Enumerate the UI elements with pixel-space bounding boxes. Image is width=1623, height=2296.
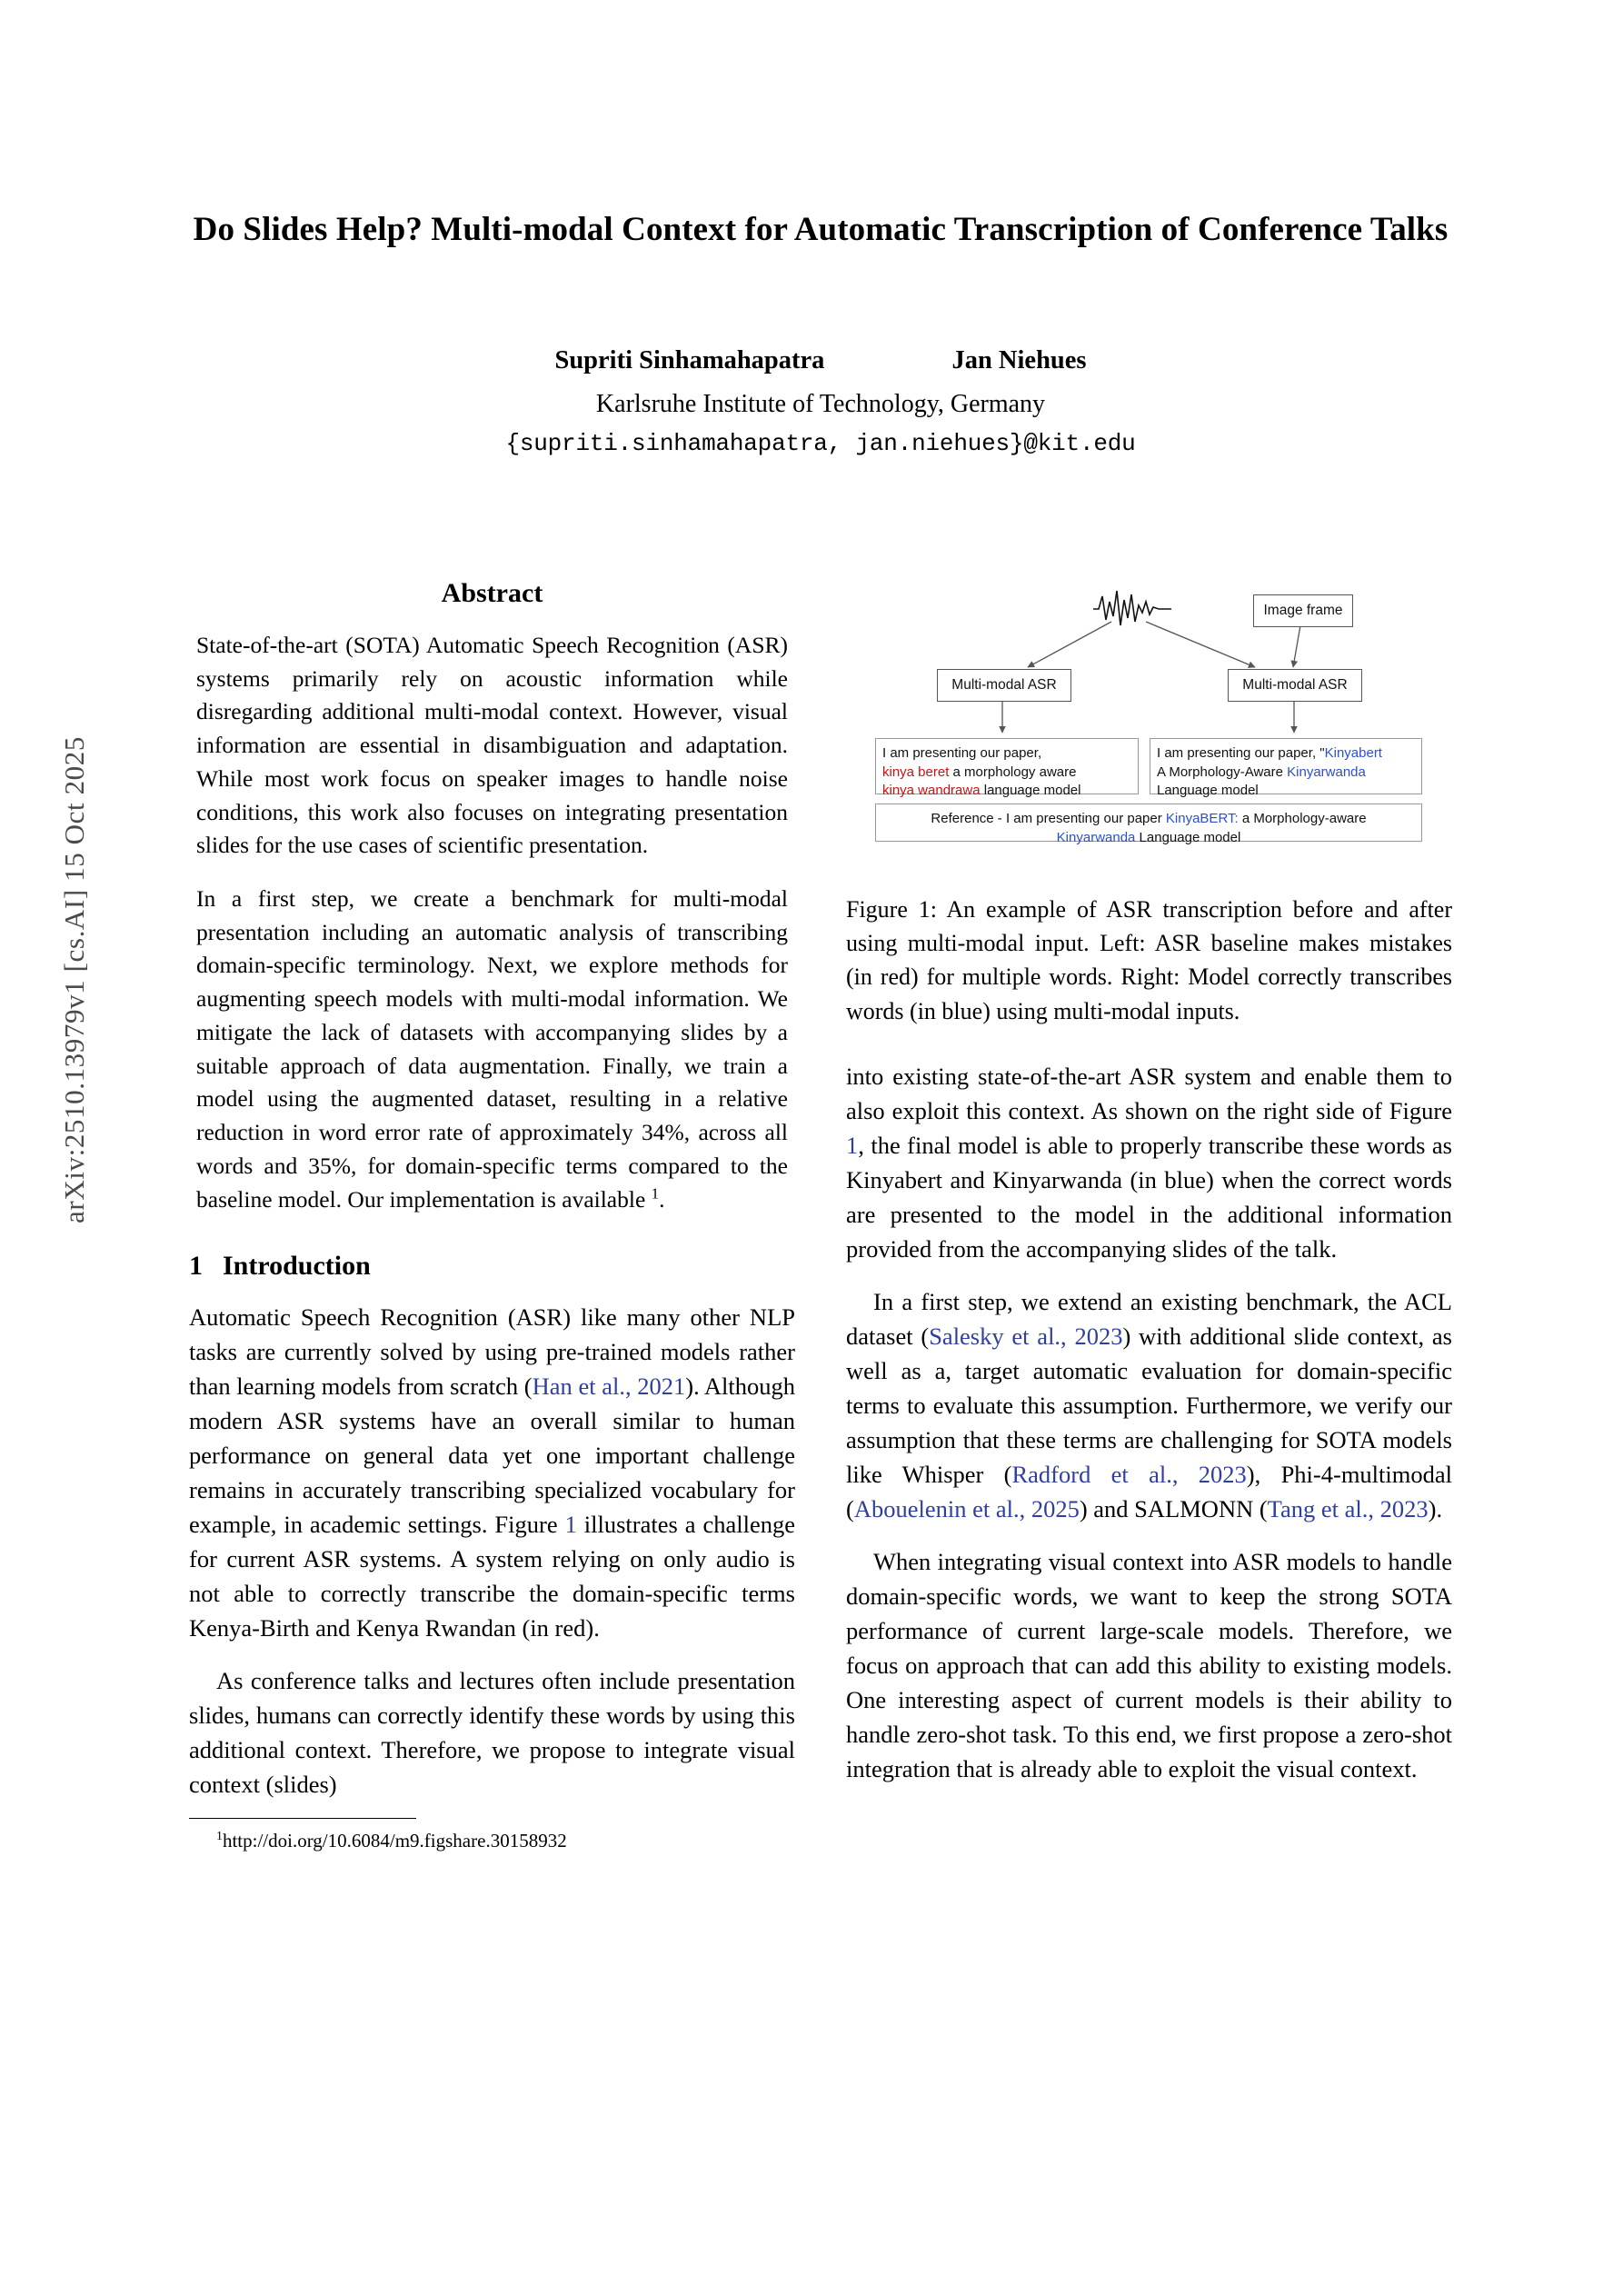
asr-left-error-2: kinya wandrawa (882, 783, 981, 799)
abstract-paragraph-1: State-of-the-art (SOTA) Automatic Speech Recognition (ASR) systems primarily rely on acoustic information while disregarding additional multi-modal context. However, visual information are essential in disambiguation and adaptation. While most work focus on speaker images to handle noise conditions, this work also focuses on integrating presentation slides for the use cases of scientific presentation. (196, 632, 788, 859)
arxiv-stamp: arXiv:2510.13979v1 [cs.AI] 15 Oct 2025 (58, 736, 90, 1223)
footnote-divider (189, 1818, 416, 1819)
abstract-heading: Abstract (441, 578, 543, 608)
footnote-ref[interactable]: 1 (651, 1184, 660, 1202)
left-column (189, 578, 795, 1854)
footnote-1 (189, 1828, 795, 1853)
footnote-url[interactable]: http://doi.org/10.6084/m9.figshare.30158932 (222, 1830, 567, 1852)
section-heading-introduction (189, 1251, 795, 1282)
right-paragraph-3: When integrating visual context into ASR models to handle domain-specific words, we want to keep the strong SOTA performance of current large-scale models. Therefore, we focus on approach that can add this ability to existing models. One interesting aspect of current models is their ability to handle zero-shot task. To this end, we first propose a zero-shot integration that is already able to exploit the visual context. (846, 1547, 1452, 1782)
asr-left-line-2-rest: a morphology aware (949, 764, 1077, 780)
abstract-paragraph-2-text: In a first step, we create a benchmark for multi-modal presentation including an automatic analysis of transcribing domain-specific terminology. Next, we explore methods for augmenting speech models with multi-modal information. We mitigate the lack of datasets with accompanying slides by a suitable approach of data augmentation. Finally, we train a model using the augmented dataset, resulting in a relative reduction in word error rate of approximately 34%, across all words and 35%, for domain-specific terms compared to the baseline model. Our implementation is available (196, 885, 788, 1213)
multimodal-asr-left-node: Multi-modal ASR (937, 669, 1071, 702)
citation-radford-2023[interactable]: Radford et al., 2023 (1011, 1460, 1247, 1488)
intro-p1-part-b: ). Although modern ASR systems have an overall similar to human performance on general data yet one important challenge remains in accurately transcribing specialized vocabulary for example, in academic settings. Figure (189, 1373, 796, 1539)
reference-suffix: Language model (1135, 829, 1241, 845)
citation-han-2021[interactable]: Han et al., 2021 (532, 1373, 686, 1401)
asr-output-left (875, 738, 1139, 799)
page-title: Do Slides Help? Multi-modal Context for Automatic Transcription of Conference Talks (193, 211, 1449, 248)
reference-term-2: Kinyarwanda (1056, 829, 1136, 845)
author-2: Jan Niehues (951, 346, 1087, 375)
section-number: 1 (189, 1251, 203, 1282)
citation-salesky-2023[interactable]: Salesky et al., 2023 (929, 1322, 1123, 1350)
abstract-paragraph-2-end: . (659, 1185, 665, 1213)
asr-right-correct-1: Kinyabert (1324, 745, 1382, 761)
right-p2-part-c: ), Phi-4-multimodal ( (846, 1460, 1453, 1522)
citation-abouelenin-2025[interactable]: Abouelenin et al., 2025 (853, 1494, 1080, 1522)
intro-paragraph-2: As conference talks and lectures often include presentation slides, humans can correctly identify these words by using this additional context. Therefore, we propose to integrate visual context (slides) (189, 1667, 795, 1799)
asr-left-line-3-rest: language model (980, 783, 1081, 799)
author-emails: {supriti.sinhamahapatra, jan.niehues}@kit.edu (505, 430, 1136, 458)
reference-prefix: Reference - I am presenting our paper (931, 811, 1166, 826)
audio-waveform-icon (1091, 589, 1173, 629)
image-frame-node: Image frame (1253, 594, 1353, 627)
intro-paragraph-1 (189, 1300, 795, 1645)
figure-reference-1[interactable]: 1 (564, 1511, 577, 1539)
figure-1-diagram (846, 578, 1452, 878)
right-p2-part-a: In a first step, we extend an existing benchmark, the ACL dataset ( (846, 1287, 1452, 1350)
citation-tang-2023[interactable]: Tang et al., 2023 (1267, 1494, 1429, 1522)
intro-p1-part-c: illustrates a challenge for current ASR systems. A system relying on only audio is not able to correctly transcribe the domain-specific terms Kenya-Birth and Kenya Rwandan (in red). (189, 1511, 795, 1642)
asr-right-line-3: Language model (1157, 783, 1259, 799)
paper-page (189, 0, 1452, 2296)
right-p2-part-e: ). (1428, 1494, 1443, 1522)
right-paragraph-2 (846, 1284, 1452, 1526)
intro-p1-part-a: Automatic Speech Recognition (ASR) like many other NLP tasks are currently solved by using pre-trained models rather than learning models from scratch ( (189, 1303, 795, 1401)
figure-1-caption: Figure 1: An example of ASR transcription before and after using multi-modal input. Left: ASR baseline makes mistakes (in red) for multiple words. Right: Model correctly transcribes words (in blue) using multi-modal inputs. (846, 896, 1452, 1024)
asr-right-correct-2: Kinyarwanda (1287, 764, 1366, 780)
affiliation: Karlsruhe Institute of Technology, Germany (595, 390, 1046, 419)
right-p2-part-b: ) with additional slide context, as well as a, target automatic evaluation for domain-specific terms to evaluate this assumption. Furthermore, we verify our assumption that these terms are challenging for SOTA models like Whisper ( (846, 1322, 1452, 1488)
reference-transcript (875, 804, 1422, 845)
abstract-section (189, 578, 795, 1216)
section-title: Introduction (223, 1251, 371, 1282)
right-column (846, 578, 1452, 1854)
multimodal-asr-right-node: Multi-modal ASR (1228, 669, 1362, 702)
asr-right-line-1: I am presenting our paper, " (1157, 745, 1325, 761)
right-p1-part-a: into existing state-of-the-art ASR system and enable them to also exploit this context. As shown on the right side of Figure (846, 1062, 1452, 1124)
right-p2-part-d: ) and SALMONN ( (1079, 1494, 1268, 1522)
reference-term-1: KinyaBERT: (1165, 811, 1239, 826)
right-p1-part-b: , the final model is able to properly transcribe these words as Kinyabert and Kinyarwanda (in blue) when the correct words are presented to the model in the additional information provided from the accompanying slides of the talk. (846, 1131, 1452, 1263)
right-paragraph-1 (846, 1059, 1452, 1266)
reference-middle: a Morphology-aware (1238, 811, 1367, 826)
abstract-paragraph-2 (189, 883, 795, 1216)
asr-left-error-1: kinya beret (882, 764, 950, 780)
author-list (189, 346, 1452, 375)
asr-output-right (1150, 738, 1422, 799)
asr-left-line-1: I am presenting our paper, (882, 745, 1042, 761)
footnote-marker: 1 (216, 1829, 223, 1843)
figure-reference-1b[interactable]: 1 (846, 1131, 859, 1159)
body-columns (189, 578, 1452, 1854)
author-1: Supriti Sinhamahapatra (554, 346, 825, 375)
asr-right-line-2: A Morphology-Aware (1157, 764, 1288, 780)
